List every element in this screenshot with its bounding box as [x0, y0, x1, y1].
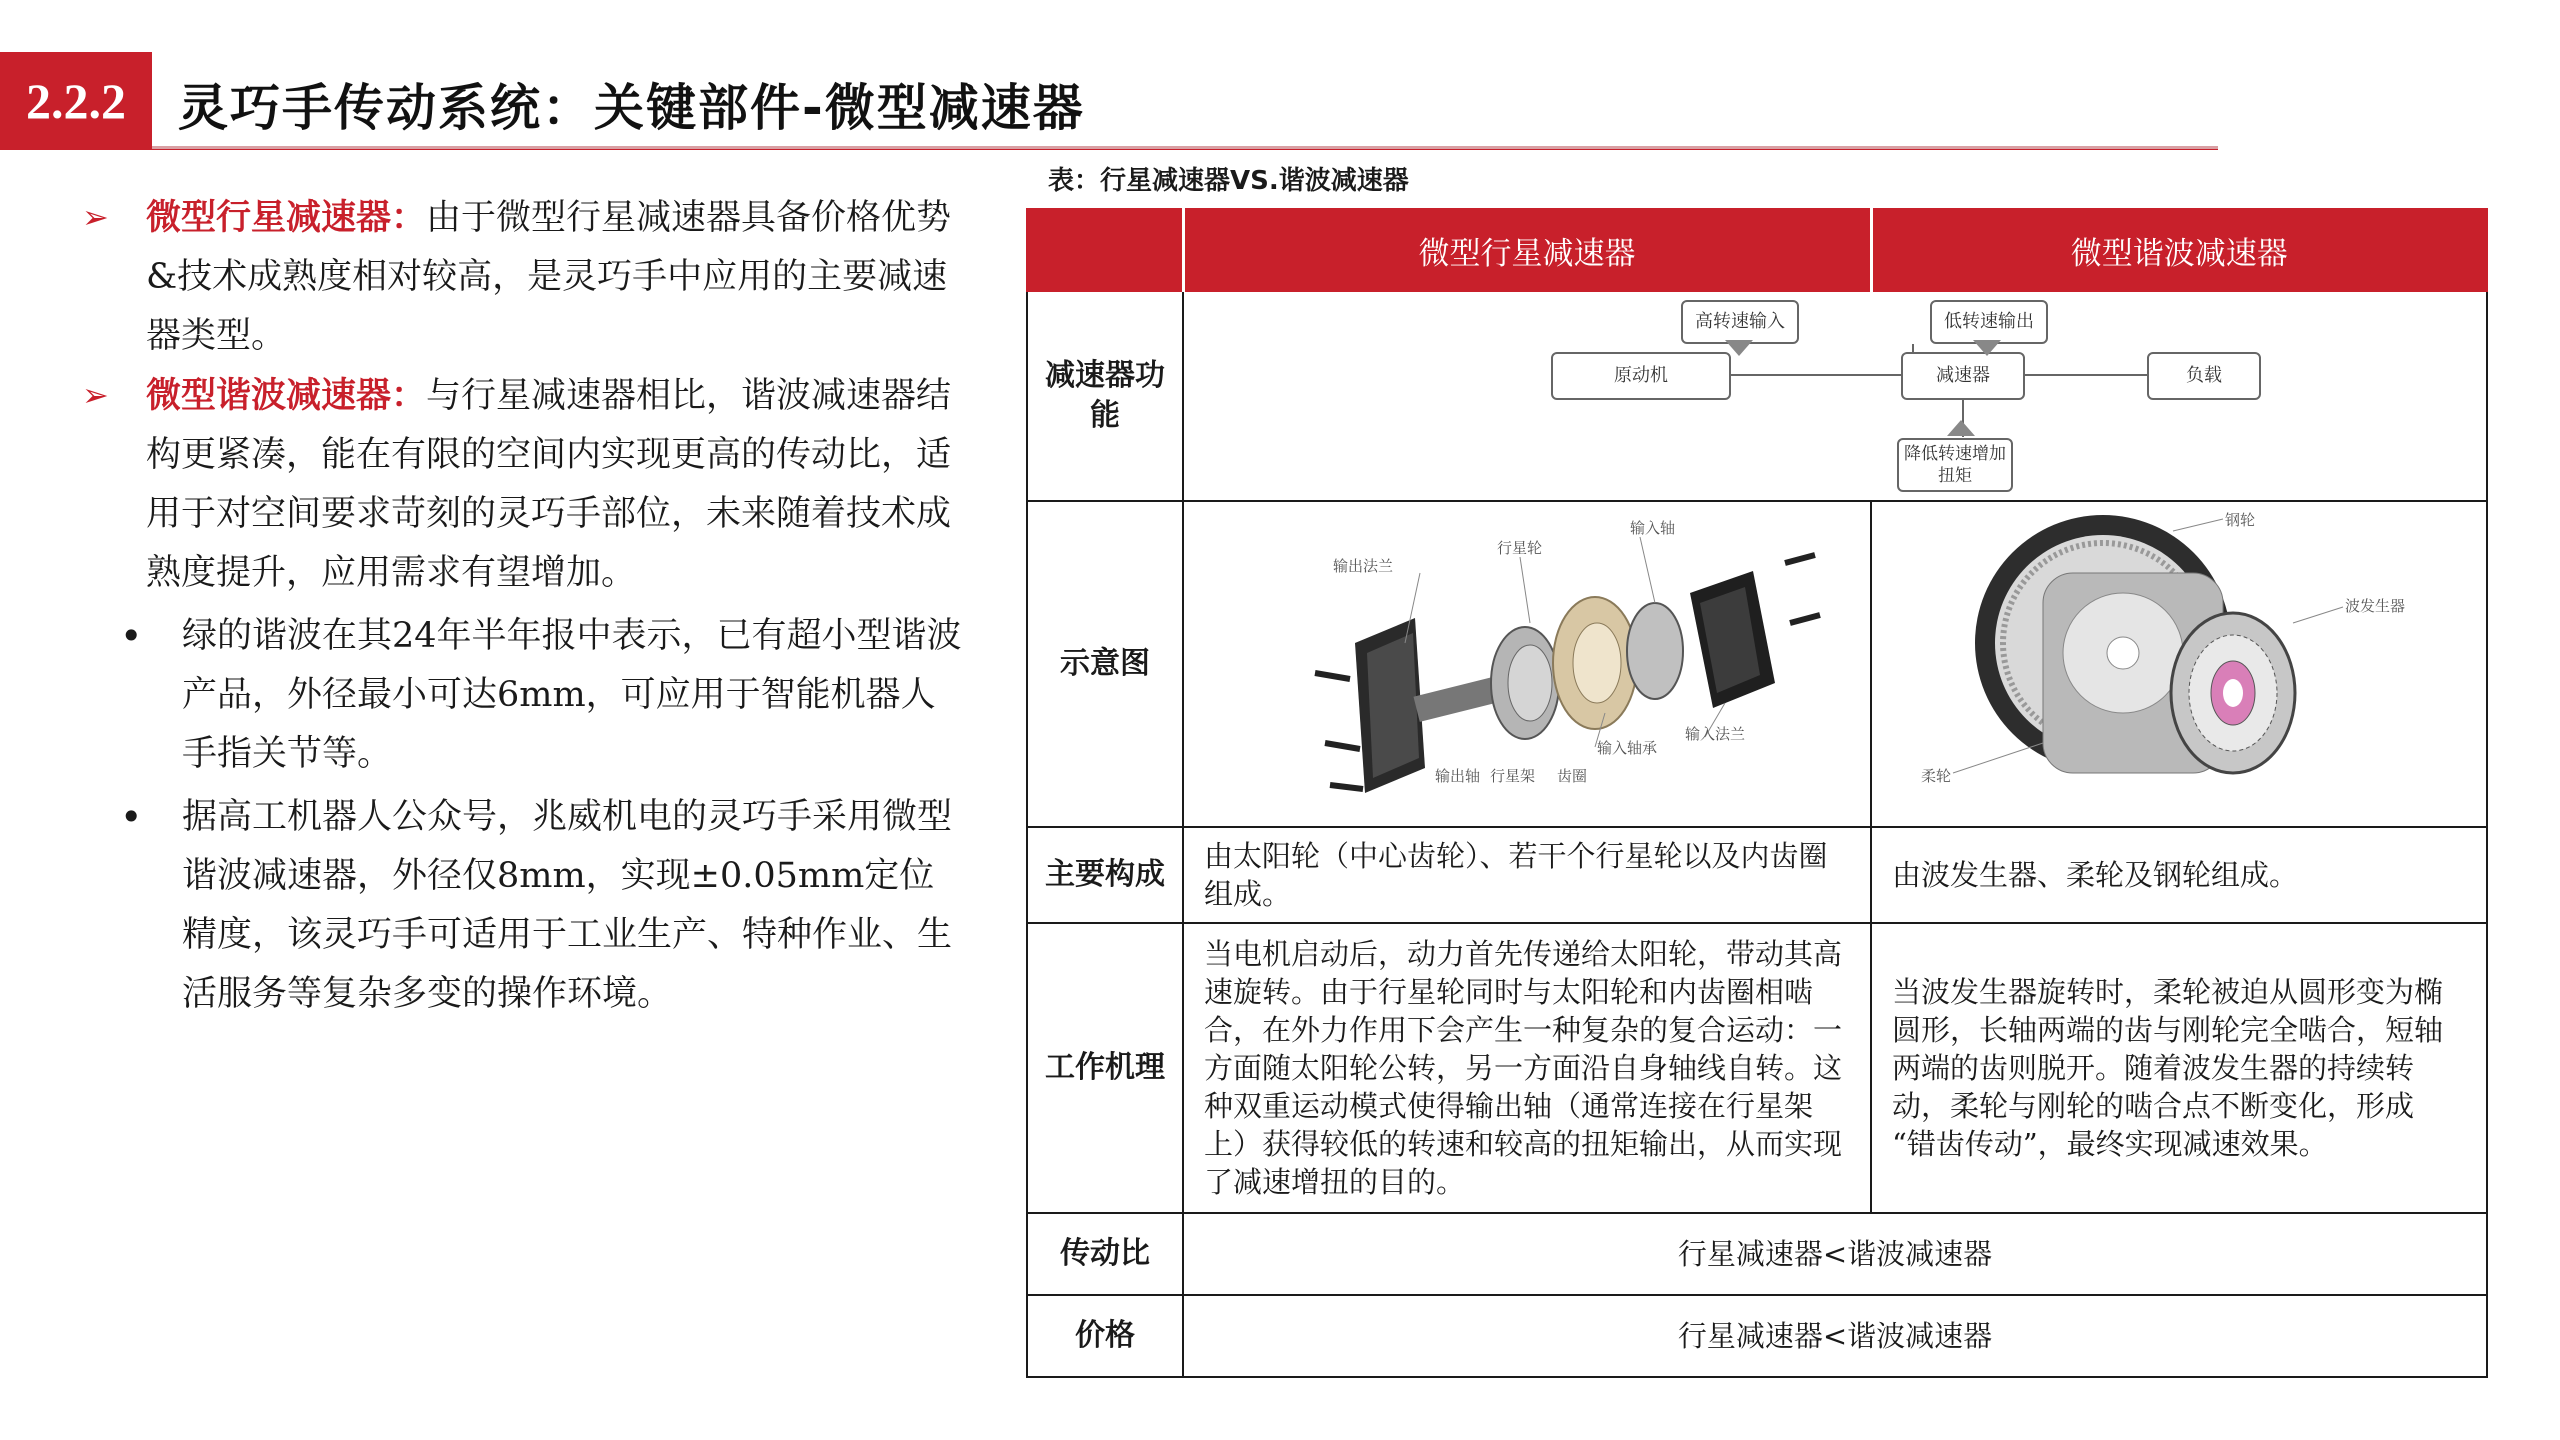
header-corner: [1027, 209, 1183, 291]
harmonic-composition: 由波发生器、柔轮及钢轮组成。: [1871, 827, 2487, 923]
bullet-highlight: 微型谐波减速器：: [146, 375, 427, 416]
table-row-principle: [1027, 923, 2487, 1213]
function-diagram-cell: [1183, 291, 2487, 501]
row-label-function: 减速器功能: [1027, 291, 1183, 501]
sub-bullet-text: 绿的谐波在其24年半年报中表示，已有超小型谐波产品，外径最小可达6mm，可应用于智能机器人手指关节等。: [182, 616, 962, 774]
callout-line: [2173, 519, 2223, 531]
table-row-price: [1027, 1295, 2487, 1377]
label-flexspline: 柔轮: [1921, 767, 1952, 785]
table-row-composition: [1027, 827, 2487, 923]
harmonic-image-cell: [1871, 501, 2487, 827]
low-speed-output-box: 低转速输出: [1930, 300, 2048, 344]
planetary-composition: 由太阳轮（中心齿轮）、若干个行星轮以及内齿圈组成。: [1183, 827, 1871, 923]
price-value: 行星减速器<谐波减速器: [1183, 1295, 2487, 1377]
down-arrow-icon: [1973, 340, 2001, 356]
callout-line: [1520, 557, 1530, 623]
bolt-part: [1330, 785, 1363, 789]
label-circular-spline: 钢轮: [2225, 511, 2256, 529]
table-row-ratio: [1027, 1213, 2487, 1295]
planetary-principle: 当电机启动后，动力首先传递给太阳轮，带动其高速旋转。由于行星轮同时与太阳轮和内齿圈相啮合，在外力作用下会产生一种复杂的复合运动：一方面随太阳轮公转，另一方面沿自身轴线自转。这种双重运动模式使得输出轴（通常连接在行星架上）获得较低的转速和较高的扭矩输出，从而实现了减速增扭的目的。: [1183, 923, 1871, 1213]
planet-carrier-hub: [1508, 645, 1552, 721]
callout-line: [1953, 743, 2043, 773]
harmonic-reducer-image: [1873, 503, 2485, 825]
bolt-part: [1315, 673, 1350, 679]
page-title: 灵巧手传动系统：关键部件-微型减速器: [178, 79, 1085, 137]
dot-bullet-icon: •: [120, 614, 143, 658]
row-label-composition: 主要构成: [1027, 827, 1183, 923]
function-flow-diagram: [1185, 296, 2485, 496]
wave-generator-bore: [2223, 679, 2243, 707]
table-caption: 表：行星减速器VS.谐波减速器: [1048, 166, 1409, 196]
planetary-exploded-image: [1185, 503, 1869, 825]
comparison-table: [1026, 208, 2488, 1378]
bullet-text: 由于微型行星减速器具备价格优势&技术成熟度相对较高，是灵巧手中应用的主要减速器类型。: [146, 198, 952, 356]
bullet-planetary: [82, 188, 962, 366]
callout-line: [2293, 607, 2343, 623]
label-output-flange: 输出法兰: [1333, 557, 1394, 575]
high-speed-input-box: 高转速输入: [1681, 300, 1799, 344]
bolt-part: [1325, 743, 1360, 749]
prime-mover-box: 原动机: [1551, 352, 1731, 400]
planetary-image-cell: [1183, 501, 1871, 827]
effect-box: 降低转速增加扭矩: [1897, 438, 2013, 492]
row-label-ratio: 传动比: [1027, 1213, 1183, 1295]
dot-bullet-icon: •: [120, 795, 143, 839]
output-flange-face: [1367, 633, 1419, 778]
load-box: 负载: [2147, 352, 2261, 400]
down-arrow-icon: [1725, 340, 1753, 356]
label-input-shaft: 输入轴: [1630, 519, 1676, 537]
column-header-planetary: 微型行星减速器: [1183, 209, 1871, 291]
bullet-harmonic: [82, 366, 962, 603]
up-arrow-icon: [1947, 420, 1975, 436]
label-input-flange: 输入法兰: [1685, 725, 1746, 743]
harmonic-reducer-illustration: [1873, 503, 2485, 825]
sub-bullet-text: 据高工机器人公众号，兆威机电的灵巧手采用微型谐波减速器，外径仅8mm，实现±0.05mm定位精度，该灵巧手可适用于工业生产、特种作业、生活服务等复杂多变的操作环境。: [182, 797, 953, 1014]
callout-line: [1640, 537, 1655, 603]
label-wave-generator: 波发生器: [2345, 597, 2406, 615]
label-ring-gear: 齿圈: [1557, 767, 1588, 785]
flexspline-hole: [2107, 637, 2139, 669]
column-header-harmonic: 微型谐波减速器: [1871, 209, 2487, 291]
table-row-diagram: [1027, 501, 2487, 827]
table-header-row: [1027, 209, 2487, 291]
input-bearing-part: [1627, 603, 1683, 699]
label-output-shaft: 输出轴: [1435, 767, 1481, 785]
label-planet-carrier: 行星架: [1490, 767, 1536, 785]
flow-line: [1729, 374, 1901, 376]
bolt-part: [1785, 555, 1815, 563]
row-label-diagram: 示意图: [1027, 501, 1183, 827]
reducer-box: 减速器: [1901, 352, 2025, 400]
sub-bullet-leaderdrive: [82, 607, 962, 784]
title-divider-light: [152, 146, 2218, 149]
row-label-price: 价格: [1027, 1295, 1183, 1377]
sub-bullet-zhaowei: [82, 788, 962, 1024]
harmonic-principle: 当波发生器旋转时，柔轮被迫从圆形变为椭圆形，长轴两端的齿与刚轮完全啮合，短轴两端的齿则脱开。随着波发生器的持续转动，柔轮与刚轮的啮合点不断变化，形成 “错齿传动”，最终实现减速效果。: [1871, 923, 2487, 1213]
left-panel: [82, 188, 962, 1024]
table-row-function: [1027, 291, 2487, 501]
bolt-part: [1790, 615, 1820, 623]
ratio-value: 行星减速器<谐波减速器: [1183, 1213, 2487, 1295]
bullet-text: 与行星减速器相比，谐波减速器结构更紧凑，能在有限的空间内实现更高的传动比，适用于对空间要求苛刻的灵巧手部位，未来随着技术成熟度提升，应用需求有望增加。: [146, 376, 952, 593]
arrow-bullet-icon: ➢: [82, 198, 109, 236]
section-number: 2.2.2: [0, 52, 152, 150]
ring-gear-bore: [1573, 623, 1621, 703]
bullet-highlight: 微型行星减速器：: [146, 197, 427, 238]
label-input-bearing: 输入轴承: [1597, 739, 1658, 757]
label-planet-gear: 行星轮: [1497, 539, 1543, 557]
row-label-principle: 工作机理: [1027, 923, 1183, 1213]
arrow-bullet-icon: ➢: [82, 376, 109, 414]
